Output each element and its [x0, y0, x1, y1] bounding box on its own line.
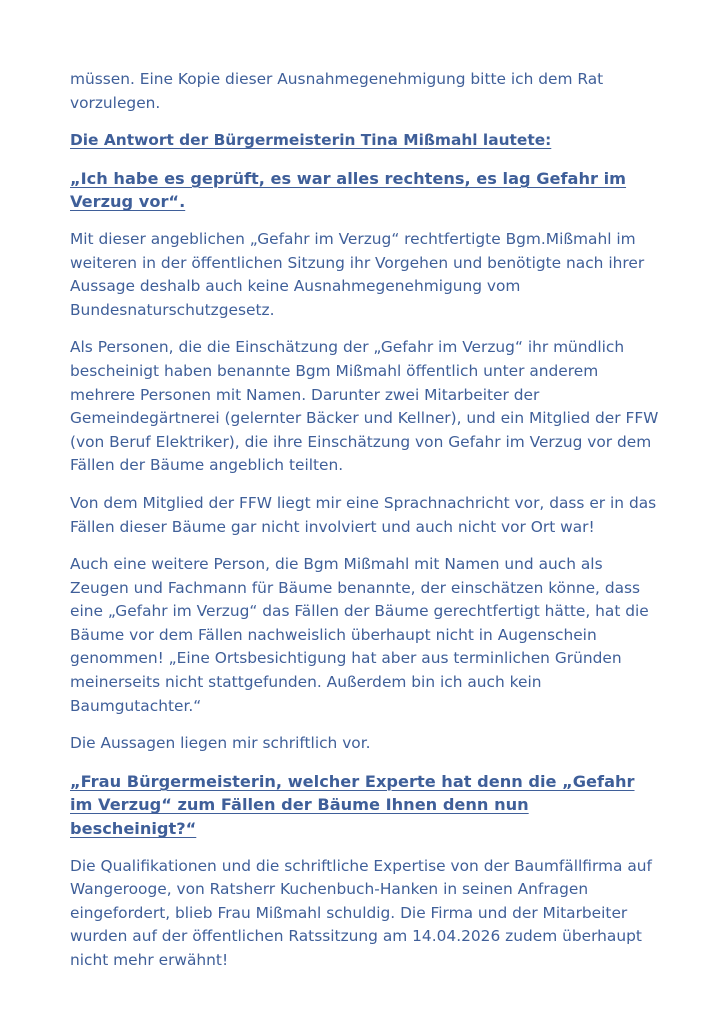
document-page: [70, 68, 660, 987]
question-to-mayor: „Frau Bürgermeisterin, welcher Experte hat denn die „Gefahr im Verzug“ zum Fällen der Bäume Ihnen denn nun bescheinigt?“: [70, 771, 635, 839]
paragraph-qualifications: Die Qualifikationen und die schriftliche Expertise von der Baumfällfirma auf Wangerooge, von Ratsherr Kuchenbuch-Hanken in seinen Anfragen eingefordert, blieb Frau Mißmahl schuldig. Die Firma und der Mitarbeiter wurden auf der öffentlichen Ratssitzung am 14.04.2026 zudem überhaupt nicht mehr erwähnt!: [70, 856, 652, 969]
paragraph-continuation: müssen. Eine Kopie dieser Ausnahmegenehmigung bitte ich dem Rat vorzulegen.: [70, 70, 604, 112]
heading-mayor-answer: Die Antwort der Bürgermeisterin Tina Mißmahl lautete:: [70, 131, 552, 150]
paragraph-named-persons: Als Personen, die die Einschätzung der „Gefahr im Verzug“ ihr mündlich bescheinigt haben benannte Bgm Mißmahl öffentlich unter anderem mehrere Personen mit Namen. Darunter zwei Mitarbeiter der Gemeindegärtnerei (gelernter Bäcker und Kellner), und ein Mitglied der FFW (von Beruf Elektriker), die ihre Einschätzung von Gefahr im Verzug vor dem Fällen der Bäume angeblich teilten.: [70, 338, 659, 475]
paragraph-voice-message: Von dem Mitglied der FFW liegt mir eine Sprachnachricht vor, dass er in das Fällen dieser Bäume gar nicht involviert und auch nicht vor Ort war!: [70, 493, 657, 536]
paragraph-justification: Mit dieser angeblichen „Gefahr im Verzug“ rechtfertigte Bgm.Mißmahl im weiteren in der öffentlichen Sitzung ihr Vorgehen und benötigte nach ihrer Aussage deshalb auch keine Ausnahmegenehmigung vom Bundesnaturschutzgesetz.: [70, 229, 645, 319]
paragraph-written-statements: Die Aussagen liegen mir schriftlich vor.: [70, 734, 371, 753]
quote-mayor-statement: „Ich habe es geprüft, es war alles rechtens, es lag Gefahr im Verzug vor“.: [70, 168, 627, 212]
paragraph-further-person: Auch eine weitere Person, die Bgm Mißmahl mit Namen und auch als Zeugen und Fachmann für Bäume benannte, der einschätzen könne, dass eine „Gefahr im Verzug“ das Fällen der Bäume gerechtfertigt hätte, hat die Bäume vor dem Fällen nachweislich überhaupt nicht in Augenschein genommen! „Eine Ortsbesichtigung hat aber aus terminlichen Gründen meinerseits nicht stattgefunden. Außerdem bin ich auch kein Baumgutachter.“: [70, 555, 649, 715]
